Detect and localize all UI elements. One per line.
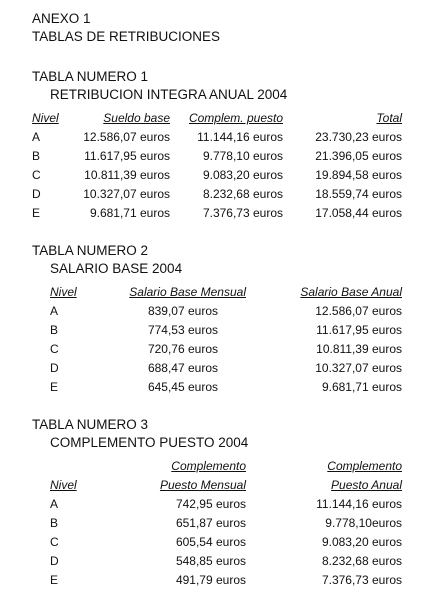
cell-nivel: A: [50, 497, 59, 511]
cell-nivel: B: [50, 516, 59, 530]
table2-header-anual: Salario Base Anual: [300, 285, 402, 299]
table3-title: TABLA NUMERO 3: [32, 417, 149, 432]
cell-nivel: B: [32, 149, 41, 163]
table3-header-top-anual: Complemento: [327, 459, 402, 473]
cell-mensual: 651,87 euros: [175, 516, 246, 530]
cell-anual: 10.327,07 euros: [315, 361, 402, 375]
cell-anual: 8.232,68 euros: [321, 554, 402, 568]
annex-title: ANEXO 1: [32, 11, 91, 26]
cell-sueldo: 9.681,71 euros: [89, 206, 170, 220]
cell-complem: 11.144,16 euros: [197, 130, 283, 144]
cell-nivel: D: [50, 361, 59, 375]
table3-header-nivel: Nivel: [50, 478, 77, 492]
cell-mensual: 720,76 euros: [147, 342, 218, 356]
cell-complem: 8.232,68 euros: [202, 187, 283, 201]
table1-header-complem: Complem. puesto: [188, 111, 283, 125]
cell-mensual: 688,47 euros: [147, 361, 218, 375]
table3-subtitle: COMPLEMENTO PUESTO 2004: [50, 435, 249, 450]
cell-mensual: 645,45 euros: [147, 380, 218, 394]
cell-mensual: 839,07 euros: [147, 304, 218, 318]
annex-subtitle: TABLAS DE RETRIBUCIONES: [32, 29, 221, 44]
cell-anual: 11.144,16 euros: [316, 497, 402, 511]
table1-header-nivel: Nivel: [32, 111, 59, 125]
cell-nivel: C: [50, 535, 59, 549]
cell-nivel: C: [50, 342, 59, 356]
cell-total: 19.894,58 euros: [315, 168, 402, 182]
table1-header-sueldo: Sueldo base: [103, 111, 170, 125]
cell-nivel: B: [50, 323, 59, 337]
cell-sueldo: 12.586,07 euros: [83, 130, 170, 144]
table2-header-nivel: Nivel: [50, 285, 77, 299]
table1-subtitle: RETRIBUCION INTEGRA ANUAL 2004: [50, 87, 288, 102]
table2-subtitle: SALARIO BASE 2004: [50, 261, 183, 276]
cell-sueldo: 10.327,07 euros: [83, 187, 170, 201]
cell-anual: 10.811,39 euros: [316, 342, 402, 356]
cell-total: 21.396,05 euros: [315, 149, 402, 163]
cell-sueldo: 10.811,39 euros: [84, 168, 170, 182]
cell-complem: 9.083,20 euros: [202, 168, 283, 182]
cell-mensual: 548,85 euros: [175, 554, 246, 568]
cell-nivel: C: [32, 168, 41, 182]
cell-anual: 9.778,10euros: [325, 516, 402, 530]
cell-mensual: 491,79 euros: [175, 573, 246, 587]
cell-mensual: 742,95 euros: [175, 497, 246, 511]
cell-complem: 7.376,73 euros: [202, 206, 283, 220]
cell-anual: 12.586,07 euros: [315, 304, 402, 318]
cell-total: 17.058,44 euros: [315, 206, 402, 220]
cell-nivel: D: [50, 554, 59, 568]
cell-complem: 9.778,10 euros: [202, 149, 283, 163]
cell-total: 18.559,74 euros: [315, 187, 402, 201]
cell-total: 23.730,23 euros: [315, 130, 402, 144]
cell-nivel: A: [32, 130, 41, 144]
table3-header-mensual: Puesto Mensual: [159, 478, 246, 492]
table3-header-anual: Puesto Anual: [331, 478, 402, 492]
cell-nivel: D: [32, 187, 41, 201]
cell-sueldo: 11.617,95 euros: [84, 149, 170, 163]
table1-title: TABLA NUMERO 1: [32, 69, 149, 84]
cell-mensual: 605,54 euros: [175, 535, 246, 549]
table2-title: TABLA NUMERO 2: [32, 243, 149, 258]
cell-mensual: 774,53 euros: [147, 323, 218, 337]
table2-header-mensual: Salario Base Mensual: [129, 285, 246, 299]
cell-anual: 9.681,71 euros: [321, 380, 402, 394]
cell-nivel: E: [50, 380, 59, 394]
cell-nivel: A: [50, 304, 59, 318]
table3-header-top-mensual: Complemento: [171, 459, 246, 473]
table1-header-total: Total: [376, 111, 402, 125]
cell-nivel: E: [50, 573, 59, 587]
cell-anual: 9.083,20 euros: [321, 535, 402, 549]
cell-nivel: E: [32, 206, 41, 220]
cell-anual: 11.617,95 euros: [316, 323, 402, 337]
cell-anual: 7.376,73 euros: [321, 573, 402, 587]
